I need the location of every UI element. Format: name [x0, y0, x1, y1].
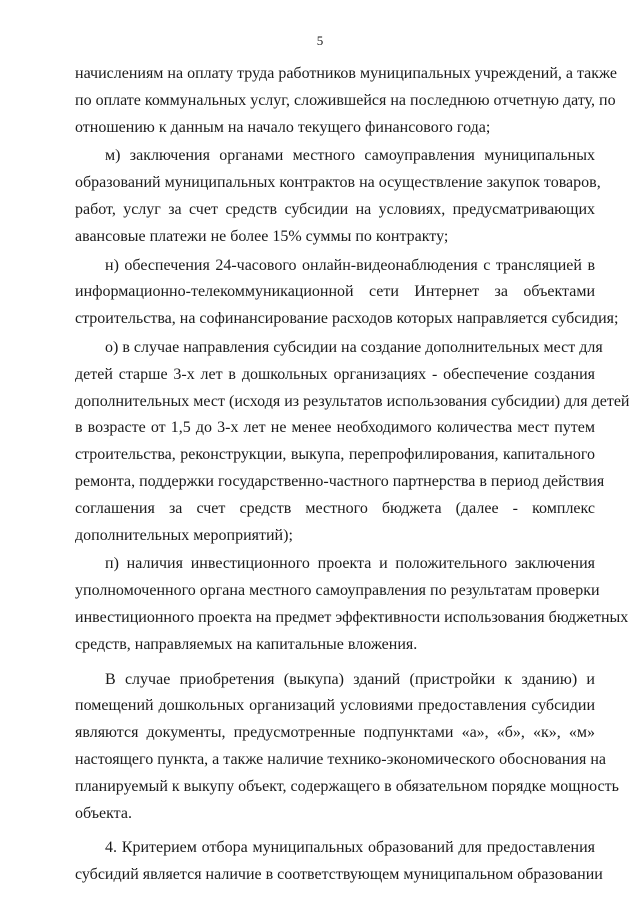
text-line: объекта.	[75, 804, 132, 822]
text-line: строительства, реконструкции, выкупа, перепрофилирования, капитального	[75, 446, 595, 464]
text-line: субсидий является наличие в соответствующем муниципальном образовании	[75, 866, 603, 884]
text-line: в возрасте от 1,5 до 3-х лет не менее необходимого количества мест путем	[75, 419, 595, 437]
text-line: образований муниципальных контрактов на осуществление закупок товаров,	[75, 174, 601, 192]
text-line: по оплате коммунальных услуг, сложившейся на последнюю отчетную дату, по	[75, 91, 616, 109]
text-line: средств, направляемых на капитальные вложения.	[75, 635, 418, 653]
text-line: соглашения за счет средств местного бюджета (далее - комплекс	[75, 499, 595, 517]
paragraph	[75, 61, 617, 141]
text-line: строительства, на софинансирование расходов которых направляется субсидия;	[75, 310, 619, 328]
document-body	[75, 61, 630, 889]
text-line: инвестиционного проекта на предмет эффективности использования бюджетных	[75, 608, 629, 626]
text-line: начислениям на оплату труда работников муниципальных учреждений, а также	[75, 65, 617, 82]
text-line: 4. Критерием отбора муниципальных образований для предоставления	[105, 839, 595, 857]
text-line: помещений дошкольных организаций условиями предоставления субсидии	[75, 697, 595, 715]
text-line: В случае приобретения (выкупа) зданий (пристройки к зданию) и	[105, 670, 595, 688]
text-line: являются документы, предусмотренные подпунктами «а», «б», «к», «м»	[75, 724, 595, 742]
text-line: авансовые платежи не более 15% суммы по контракту;	[75, 227, 449, 245]
paragraph	[75, 143, 601, 250]
paragraph	[75, 335, 630, 549]
text-line: детей старше 3-х лет в дошкольных организациях - обеспечение создания	[75, 365, 595, 383]
text-line: м) заключения органами местного самоуправления муниципальных	[105, 147, 595, 165]
text-line: дополнительных мест (исходя из результатов использования субсидии) для детей	[75, 392, 630, 410]
text-line: планируемый к выкупу объект, содержащего в обязательном порядке мощность	[75, 777, 619, 795]
text-line: информационно-телекоммуникационной сети Интернет за объектами	[75, 283, 595, 301]
text-line: работ, услуг за счет средств субсидии на условиях, предусматривающих	[75, 200, 595, 218]
paragraph	[75, 667, 619, 828]
text-line: н) обеспечения 24-часового онлайн-видеонаблюдения с трансляцией в	[105, 256, 595, 274]
paragraph	[75, 835, 603, 889]
paragraph	[75, 253, 619, 333]
text-line: п) наличия инвестиционного проекта и положительного заключения	[105, 555, 595, 573]
text-line: дополнительных мероприятий);	[75, 526, 293, 544]
text-line: уполномоченного органа местного самоуправления по результатам проверки	[75, 582, 600, 600]
page-number: 5	[316, 33, 324, 48]
text-line: отношению к данным на начало текущего финансового года;	[75, 118, 491, 136]
text-line: о) в случае направления субсидии на создание дополнительных мест для	[105, 338, 603, 356]
text-line: ремонта, поддержки государственно-частного партнерства в период действия	[75, 472, 605, 490]
paragraph	[75, 551, 629, 658]
text-line: настоящего пункта, а также наличие технико-экономического обоснования на	[75, 750, 606, 768]
